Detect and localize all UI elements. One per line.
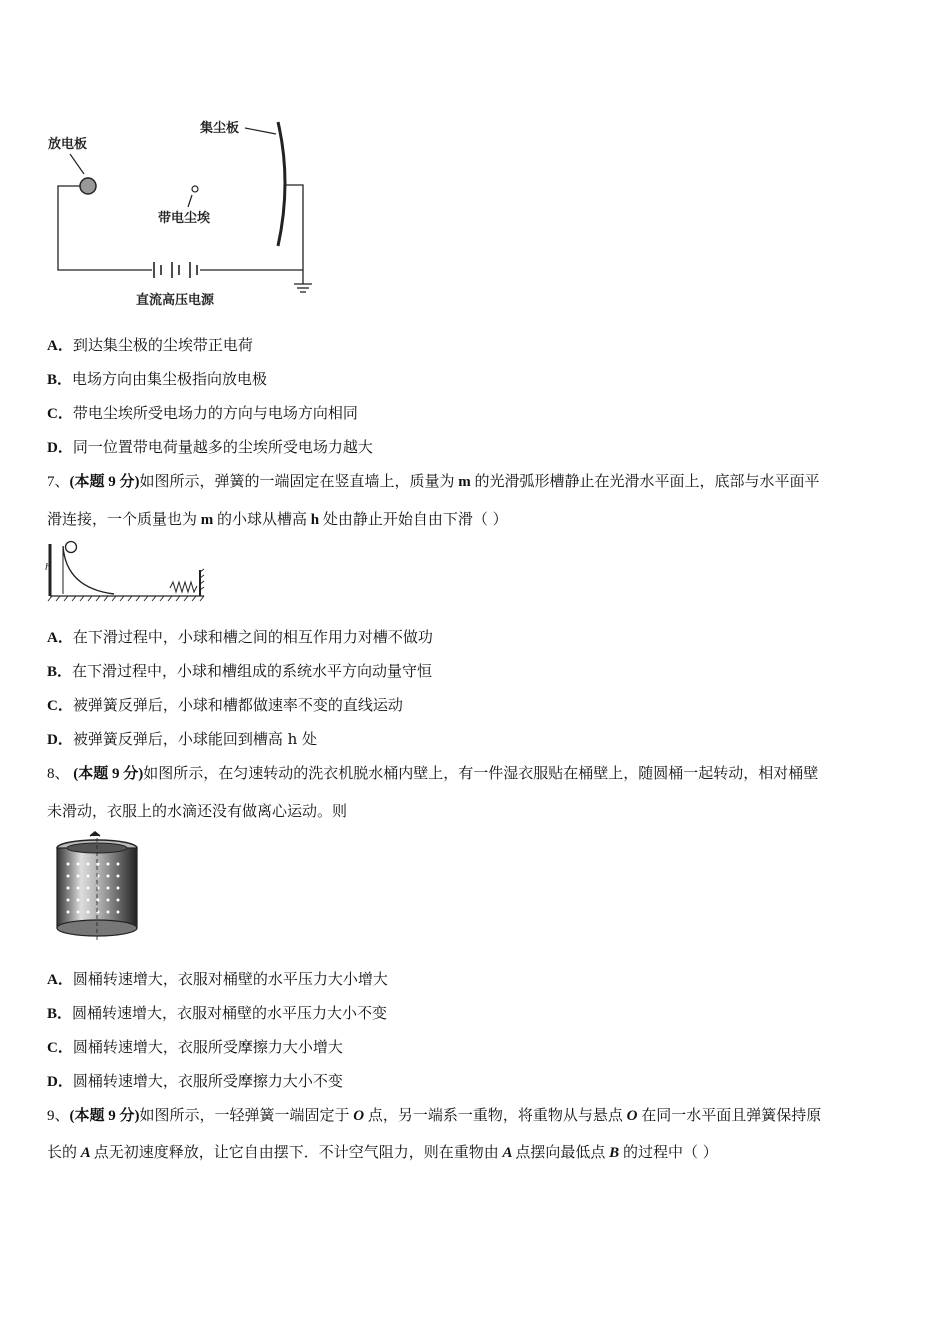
label-charged-dust: 带电尘埃 [158, 211, 211, 226]
wire-right [200, 185, 303, 270]
wire-left [58, 186, 152, 270]
q7-option-d: D．被弹簧反弹后，小球能回到槽高 h 处 [47, 730, 318, 748]
ground-symbol [294, 270, 312, 292]
collector-plate [278, 122, 285, 246]
q6-precipitator-figure [40, 112, 330, 312]
arrow-line [188, 195, 192, 207]
q9-stem-line1: 9、(本题 9 分)如图所示，一轻弹簧一端固定于 O 点，另一端系一重物，将重物从与悬点 O 在同一水平面且弹簧保持原 [47, 1106, 822, 1124]
q9-stem-line2: 长的 A 点无初速度释放，让它自由摆下．不计空气阻力，则在重物由 A 点摆向最低点 B 的过程中（ ） [47, 1143, 718, 1161]
q7-stem-line2: 滑连接，一个质量也为 m 的小球从槽高 h 处由静止开始自由下滑（ ） [47, 510, 508, 528]
q7-option-a: A．在下滑过程中，小球和槽之间的相互作用力对槽不做功 [47, 628, 433, 646]
q6-option-b: B．电场方向由集尘极指向放电极 [47, 370, 268, 388]
label-dc-power: 直流高压电源 [136, 293, 215, 308]
label-discharge-plate: 放电板 [48, 137, 88, 152]
q8-drum-figure [50, 830, 150, 946]
battery-symbol [154, 262, 197, 278]
ball [66, 542, 77, 553]
q8-stem-line1: 8、 (本题 9 分)如图所示，在匀速转动的洗衣机脱水桶内壁上，有一件湿衣服贴在桶壁上，随圆桶一起转动，相对桶壁 [47, 764, 819, 782]
q6-option-d: D．同一位置带电荷量越多的尘埃所受电场力越大 [47, 438, 373, 456]
q8-option-a: A．圆桶转速增大，衣服对桶壁的水平压力大小增大 [47, 970, 388, 988]
q8-option-b: B．圆桶转速增大，衣服对桶壁的水平压力大小不变 [47, 1004, 388, 1022]
q8-option-d: D．圆桶转速增大，衣服所受摩擦力大小不变 [47, 1072, 343, 1090]
spring [170, 582, 197, 592]
q7-groove-spring-figure [44, 540, 209, 604]
q7-option-b: B．在下滑过程中，小球和槽组成的系统水平方向动量守恒 [47, 662, 433, 680]
q7-stem-line1: 7、(本题 9 分)如图所示，弹簧的一端固定在竖直墙上，质量为 m 的光滑弧形槽静止在光滑水平面上，底部与水平面平 [47, 472, 820, 490]
q6-option-a: A．到达集尘极的尘埃带正电荷 [47, 336, 253, 354]
dust-particle [192, 186, 198, 192]
groove-arc [63, 546, 114, 594]
q7-option-c: C．被弹簧反弹后，小球和槽都做速率不变的直线运动 [47, 696, 403, 714]
rotation-arrow-icon [90, 832, 100, 836]
discharge-electrode [80, 178, 96, 194]
q8-stem-line2: 未滑动，衣服上的水滴还没有做离心运动。则 [47, 802, 348, 820]
q6-option-c: C．带电尘埃所受电场力的方向与电场方向相同 [47, 404, 358, 422]
arrow-line [70, 154, 84, 174]
arrow-line [245, 128, 276, 134]
ground-hatching [48, 596, 204, 601]
q8-option-c: C．圆桶转速增大，衣服所受摩擦力大小增大 [47, 1038, 343, 1056]
label-collector-plate: 集尘板 [200, 121, 240, 136]
height-label: h [45, 561, 51, 573]
